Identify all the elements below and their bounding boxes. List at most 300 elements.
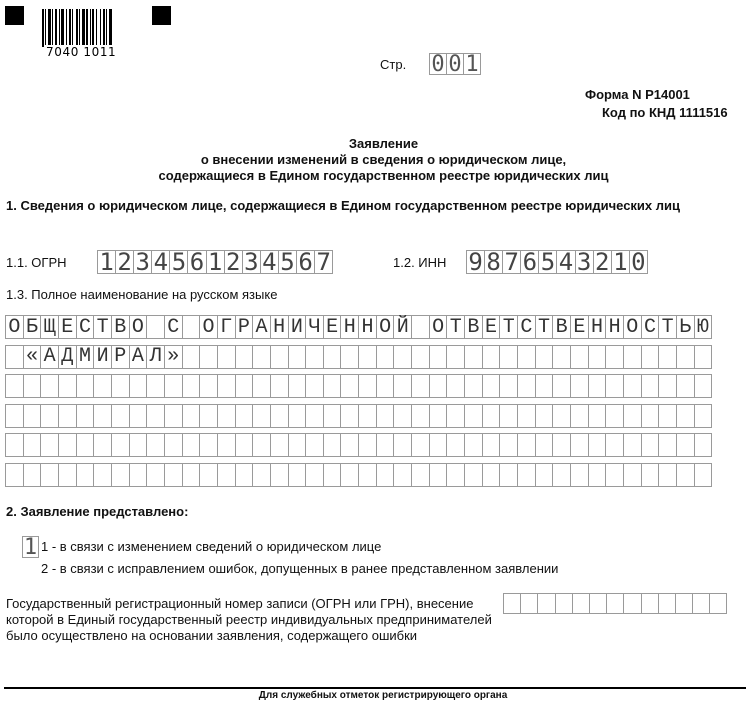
ogrn-field[interactable] (97, 250, 333, 274)
grn-cell[interactable] (709, 593, 727, 614)
full-name-cell[interactable] (305, 433, 324, 457)
full-name-cell[interactable] (588, 404, 607, 428)
full-name-cell[interactable] (446, 463, 465, 487)
grn-label-line-1: Государственный регистрационный номер записи (ОГРН или ГРН), внесение (6, 596, 474, 611)
grn-cell[interactable] (606, 593, 624, 614)
full-name-cell[interactable] (358, 463, 377, 487)
full-name-cell[interactable] (658, 404, 677, 428)
full-name-cell[interactable] (217, 404, 236, 428)
full-name-cell[interactable] (129, 433, 148, 457)
full-name-cell[interactable] (235, 463, 254, 487)
grn-cell[interactable] (520, 593, 538, 614)
grn-cell[interactable] (589, 593, 607, 614)
full-name-cell[interactable] (482, 374, 501, 398)
full-name-cell[interactable] (482, 404, 501, 428)
full-name-cell[interactable]: С (641, 315, 660, 339)
full-name-cell[interactable] (340, 374, 359, 398)
full-name-cell[interactable]: « (23, 345, 42, 369)
full-name-cell[interactable]: М (76, 345, 95, 369)
ogrn-cell[interactable]: 5 (278, 250, 297, 274)
full-name-cell[interactable] (288, 463, 307, 487)
statement-reason-cell[interactable]: 1 (23, 534, 38, 560)
grn-cell[interactable] (537, 593, 555, 614)
full-name-cell[interactable] (111, 404, 130, 428)
full-name-cell[interactable] (429, 404, 448, 428)
full-name-cell[interactable]: Т (499, 315, 518, 339)
full-name-cell[interactable]: С (76, 315, 95, 339)
full-name-cell[interactable]: В (464, 315, 483, 339)
full-name-cell[interactable] (482, 463, 501, 487)
full-name-cell[interactable] (288, 404, 307, 428)
full-name-cell[interactable] (623, 374, 642, 398)
full-name-cell[interactable] (623, 463, 642, 487)
full-name-cell[interactable] (535, 404, 554, 428)
full-name-cell[interactable] (641, 433, 660, 457)
full-name-cell[interactable] (464, 374, 483, 398)
full-name-cell[interactable] (376, 404, 395, 428)
ogrn-cell[interactable]: 3 (133, 250, 152, 274)
full-name-cell[interactable] (676, 404, 695, 428)
full-name-row[interactable] (5, 345, 712, 369)
full-name-cell[interactable] (482, 433, 501, 457)
ogrn-cell[interactable]: 6 (296, 250, 315, 274)
full-name-cell[interactable] (605, 345, 624, 369)
full-name-cell[interactable] (323, 374, 342, 398)
full-name-cell[interactable] (199, 374, 218, 398)
full-name-cell[interactable] (340, 463, 359, 487)
full-name-cell[interactable]: Ь (676, 315, 695, 339)
full-name-cell[interactable] (570, 404, 589, 428)
grn-cell[interactable] (572, 593, 590, 614)
page-number-cell[interactable]: 0 (429, 53, 447, 75)
page-number-field[interactable] (429, 53, 481, 75)
full-name-cell[interactable] (235, 374, 254, 398)
grn-cell[interactable] (555, 593, 573, 614)
full-name-cell[interactable]: Е (58, 315, 77, 339)
statement-reason-field[interactable] (22, 536, 39, 558)
full-name-cell[interactable] (605, 463, 624, 487)
grn-cell[interactable] (675, 593, 693, 614)
full-name-cell[interactable] (252, 433, 271, 457)
full-name-cell[interactable] (111, 463, 130, 487)
full-name-cell[interactable] (146, 374, 165, 398)
inn-cell[interactable]: 4 (556, 250, 575, 274)
full-name-cell[interactable] (199, 404, 218, 428)
full-name-cell[interactable] (129, 404, 148, 428)
full-name-cell[interactable]: В (552, 315, 571, 339)
full-name-cell[interactable] (5, 404, 24, 428)
form-number: Форма N Р14001 (585, 87, 690, 102)
full-name-cell[interactable] (305, 463, 324, 487)
full-name-cell[interactable] (535, 433, 554, 457)
full-name-cell[interactable] (570, 345, 589, 369)
full-name-cell[interactable]: Н (340, 315, 359, 339)
full-name-cell[interactable] (323, 345, 342, 369)
full-name-cell[interactable] (252, 345, 271, 369)
full-name-cell[interactable] (129, 463, 148, 487)
full-name-cell[interactable]: О (376, 315, 395, 339)
full-name-cell[interactable] (23, 374, 42, 398)
full-name-cell[interactable]: О (5, 315, 24, 339)
full-name-cell[interactable] (270, 463, 289, 487)
inn-cell[interactable]: 6 (520, 250, 539, 274)
full-name-cell[interactable] (658, 345, 677, 369)
full-name-cell[interactable]: Н (270, 315, 289, 339)
full-name-cell[interactable] (5, 463, 24, 487)
full-name-row[interactable] (5, 404, 712, 428)
inn-cell[interactable]: 9 (466, 250, 485, 274)
grn-cell[interactable] (692, 593, 710, 614)
full-name-cell[interactable] (93, 433, 112, 457)
full-name-cell[interactable] (641, 345, 660, 369)
full-name-cell[interactable] (217, 463, 236, 487)
full-name-cell[interactable] (270, 374, 289, 398)
full-name-cell[interactable] (93, 404, 112, 428)
full-name-cell[interactable]: И (288, 315, 307, 339)
full-name-row[interactable] (5, 374, 712, 398)
full-name-cell[interactable] (199, 345, 218, 369)
full-name-cell[interactable] (164, 404, 183, 428)
full-name-cell[interactable] (340, 345, 359, 369)
full-name-cell[interactable] (694, 374, 713, 398)
full-name-cell[interactable] (393, 345, 412, 369)
full-name-cell[interactable] (499, 463, 518, 487)
full-name-cell[interactable] (340, 433, 359, 457)
ogrn-label: 1.1. ОГРН (6, 255, 67, 270)
full-name-cell[interactable] (552, 374, 571, 398)
full-name-cell[interactable] (676, 374, 695, 398)
full-name-cell[interactable] (605, 404, 624, 428)
inn-cell[interactable]: 2 (593, 250, 612, 274)
full-name-cell[interactable] (641, 374, 660, 398)
barcode-number: 7040 1011 (46, 45, 117, 59)
full-name-cell[interactable] (676, 463, 695, 487)
full-name-cell[interactable] (588, 433, 607, 457)
full-name-cell[interactable] (499, 433, 518, 457)
full-name-cell[interactable] (411, 315, 430, 339)
full-name-cell[interactable] (446, 374, 465, 398)
full-name-cell[interactable] (658, 433, 677, 457)
full-name-cell[interactable] (270, 345, 289, 369)
full-name-row[interactable] (5, 315, 712, 339)
full-name-cell[interactable] (323, 404, 342, 428)
full-name-cell[interactable] (393, 374, 412, 398)
full-name-cell[interactable] (252, 374, 271, 398)
full-name-cell[interactable] (217, 433, 236, 457)
footer-divider (4, 687, 746, 689)
full-name-cell[interactable] (40, 374, 59, 398)
full-name-cell[interactable] (182, 433, 201, 457)
full-name-cell[interactable] (517, 404, 536, 428)
full-name-cell[interactable] (5, 433, 24, 457)
full-name-cell[interactable] (305, 374, 324, 398)
inn-field[interactable] (466, 250, 648, 274)
full-name-cell[interactable] (464, 433, 483, 457)
full-name-cell[interactable] (694, 404, 713, 428)
full-name-cell[interactable] (40, 404, 59, 428)
full-name-cell[interactable] (570, 433, 589, 457)
inn-cell[interactable]: 8 (484, 250, 503, 274)
full-name-cell[interactable] (164, 374, 183, 398)
full-name-cell[interactable] (552, 463, 571, 487)
full-name-cell[interactable] (464, 404, 483, 428)
full-name-cell[interactable] (93, 374, 112, 398)
full-name-cell[interactable] (129, 374, 148, 398)
full-name-cell[interactable] (393, 404, 412, 428)
full-name-cell[interactable] (182, 345, 201, 369)
full-name-cell[interactable]: Щ (40, 315, 59, 339)
full-name-cell[interactable]: Р (111, 345, 130, 369)
full-name-row[interactable] (5, 433, 712, 457)
inn-cell[interactable]: 5 (538, 250, 557, 274)
full-name-cell[interactable] (146, 315, 165, 339)
full-name-cell[interactable] (305, 404, 324, 428)
grn-field[interactable] (503, 593, 727, 614)
full-name-cell[interactable] (217, 345, 236, 369)
full-name-cell[interactable] (517, 433, 536, 457)
grn-cell[interactable] (503, 593, 521, 614)
full-name-cell[interactable]: В (111, 315, 130, 339)
full-name-cell[interactable] (393, 463, 412, 487)
full-name-cell[interactable] (499, 404, 518, 428)
full-name-cell[interactable] (411, 433, 430, 457)
inn-cell[interactable]: 7 (502, 250, 521, 274)
full-name-cell[interactable] (482, 345, 501, 369)
full-name-cell[interactable] (182, 315, 201, 339)
ogrn-cell[interactable]: 4 (151, 250, 170, 274)
full-name-cell[interactable] (23, 404, 42, 428)
full-name-cell[interactable]: С (164, 315, 183, 339)
grn-cell[interactable] (641, 593, 659, 614)
full-name-cell[interactable] (146, 463, 165, 487)
full-name-cell[interactable] (358, 345, 377, 369)
full-name-cell[interactable] (76, 404, 95, 428)
full-name-cell[interactable] (535, 345, 554, 369)
full-name-cell[interactable]: Ч (305, 315, 324, 339)
full-name-cell[interactable] (270, 433, 289, 457)
full-name-cell[interactable] (76, 433, 95, 457)
full-name-cell[interactable] (411, 463, 430, 487)
full-name-cell[interactable] (252, 404, 271, 428)
full-name-cell[interactable] (641, 463, 660, 487)
full-name-cell[interactable] (588, 463, 607, 487)
full-name-cell[interactable]: О (429, 315, 448, 339)
full-name-cell[interactable]: Р (235, 315, 254, 339)
full-name-cell[interactable] (429, 345, 448, 369)
grn-cell[interactable] (623, 593, 641, 614)
ogrn-cell[interactable]: 3 (242, 250, 261, 274)
full-name-cell[interactable] (464, 463, 483, 487)
full-name-cell[interactable] (658, 374, 677, 398)
ogrn-cell[interactable]: 5 (169, 250, 188, 274)
knd-code: Код по КНД 1111516 (602, 105, 728, 120)
full-name-cell[interactable] (676, 433, 695, 457)
full-name-cell[interactable] (658, 463, 677, 487)
full-name-cell[interactable] (252, 463, 271, 487)
full-name-cell[interactable] (446, 433, 465, 457)
full-name-cell[interactable] (411, 404, 430, 428)
full-name-cell[interactable] (288, 433, 307, 457)
registration-marker-right (152, 6, 171, 25)
full-name-cell[interactable] (411, 374, 430, 398)
full-name-cell[interactable] (164, 433, 183, 457)
full-name-cell[interactable] (623, 404, 642, 428)
full-name-cell[interactable] (376, 345, 395, 369)
full-name-cell[interactable] (235, 404, 254, 428)
ogrn-cell[interactable]: 6 (187, 250, 206, 274)
ogrn-cell[interactable]: 1 (206, 250, 225, 274)
full-name-cell[interactable]: А (40, 345, 59, 369)
full-name-cell[interactable] (393, 433, 412, 457)
full-name-cell[interactable] (217, 374, 236, 398)
full-name-cell[interactable]: И (93, 345, 112, 369)
full-name-cell[interactable] (5, 345, 24, 369)
full-name-cell[interactable] (552, 345, 571, 369)
full-name-cell[interactable] (641, 404, 660, 428)
full-name-cell[interactable] (358, 374, 377, 398)
full-name-cell[interactable] (676, 345, 695, 369)
full-name-cell[interactable] (164, 463, 183, 487)
full-name-cell[interactable] (58, 404, 77, 428)
ogrn-cell[interactable]: 2 (224, 250, 243, 274)
full-name-cell[interactable] (694, 463, 713, 487)
full-name-cell[interactable] (340, 404, 359, 428)
full-name-cell[interactable] (605, 433, 624, 457)
full-name-cell[interactable] (358, 433, 377, 457)
inn-cell[interactable]: 1 (611, 250, 630, 274)
full-name-cell[interactable] (499, 374, 518, 398)
full-name-cell[interactable] (429, 433, 448, 457)
full-name-cell[interactable] (111, 374, 130, 398)
ogrn-cell[interactable]: 1 (97, 250, 116, 274)
full-name-cell[interactable] (517, 374, 536, 398)
full-name-cell[interactable]: Е (570, 315, 589, 339)
full-name-cell[interactable] (588, 345, 607, 369)
full-name-cell[interactable] (288, 374, 307, 398)
full-name-cell[interactable]: » (164, 345, 183, 369)
full-name-cell[interactable]: Д (58, 345, 77, 369)
full-name-cell[interactable] (288, 345, 307, 369)
full-name-cell[interactable]: Б (23, 315, 42, 339)
full-name-cell[interactable] (623, 345, 642, 369)
full-name-cell[interactable]: Т (93, 315, 112, 339)
full-name-cell[interactable] (535, 374, 554, 398)
full-name-cell[interactable] (146, 433, 165, 457)
full-name-cell[interactable]: О (129, 315, 148, 339)
full-name-cell[interactable] (429, 463, 448, 487)
full-name-cell[interactable]: Т (446, 315, 465, 339)
full-name-cell[interactable] (552, 433, 571, 457)
full-name-cell[interactable] (588, 374, 607, 398)
full-name-cell[interactable]: О (623, 315, 642, 339)
full-name-cell[interactable] (358, 404, 377, 428)
full-name-cell[interactable] (40, 463, 59, 487)
full-name-cell[interactable] (76, 463, 95, 487)
full-name-cell[interactable] (199, 463, 218, 487)
ogrn-cell[interactable]: 7 (314, 250, 333, 274)
full-name-cell[interactable]: О (199, 315, 218, 339)
full-name-cell[interactable] (376, 433, 395, 457)
full-name-cell[interactable] (111, 433, 130, 457)
full-name-cell[interactable]: Н (605, 315, 624, 339)
full-name-cell[interactable] (182, 374, 201, 398)
full-name-cell[interactable] (694, 433, 713, 457)
full-name-cell[interactable] (182, 463, 201, 487)
grn-label-line-3: было осуществлено на основании заявления, содержащего ошибки (6, 628, 418, 643)
page-number-cell[interactable]: 1 (463, 53, 481, 75)
full-name-cell[interactable]: Й (393, 315, 412, 339)
full-name-cell[interactable]: А (129, 345, 148, 369)
full-name-cell[interactable] (58, 374, 77, 398)
full-name-cell[interactable]: Т (658, 315, 677, 339)
full-name-cell[interactable] (464, 345, 483, 369)
full-name-cell[interactable] (182, 404, 201, 428)
full-name-cell[interactable] (429, 374, 448, 398)
full-name-cell[interactable] (305, 345, 324, 369)
full-name-cell[interactable] (552, 404, 571, 428)
inn-cell[interactable]: 3 (575, 250, 594, 274)
full-name-cell[interactable]: Е (482, 315, 501, 339)
full-name-cell[interactable] (23, 433, 42, 457)
full-name-cell[interactable] (76, 374, 95, 398)
full-name-cell[interactable] (376, 374, 395, 398)
full-name-cell[interactable] (694, 345, 713, 369)
full-name-cell[interactable] (40, 433, 59, 457)
full-name-cell[interactable] (235, 433, 254, 457)
full-name-cell[interactable] (235, 345, 254, 369)
full-name-cell[interactable]: Г (217, 315, 236, 339)
full-name-cell[interactable] (499, 345, 518, 369)
full-name-cell[interactable] (323, 433, 342, 457)
full-name-cell[interactable] (5, 374, 24, 398)
full-name-cell[interactable]: А (252, 315, 271, 339)
full-name-cell[interactable] (23, 463, 42, 487)
full-name-cell[interactable] (517, 463, 536, 487)
full-name-cell[interactable]: Е (323, 315, 342, 339)
full-name-row[interactable] (5, 463, 712, 487)
full-name-cell[interactable] (270, 404, 289, 428)
full-name-cell[interactable] (146, 404, 165, 428)
full-name-cell[interactable] (535, 463, 554, 487)
page-number-cell[interactable]: 0 (446, 53, 464, 75)
full-name-cell[interactable] (570, 374, 589, 398)
inn-label: 1.2. ИНН (393, 255, 447, 270)
full-name-cell[interactable] (376, 463, 395, 487)
full-name-cell[interactable] (446, 345, 465, 369)
full-name-cell[interactable]: Ю (694, 315, 713, 339)
full-name-cell[interactable] (58, 463, 77, 487)
full-name-cell[interactable] (623, 433, 642, 457)
full-name-cell[interactable] (93, 463, 112, 487)
full-name-cell[interactable] (411, 345, 430, 369)
full-name-cell[interactable]: С (517, 315, 536, 339)
inn-cell[interactable]: 0 (629, 250, 648, 274)
full-name-cell[interactable] (517, 345, 536, 369)
full-name-cell[interactable]: Н (358, 315, 377, 339)
full-name-cell[interactable]: Т (535, 315, 554, 339)
full-name-cell[interactable] (605, 374, 624, 398)
full-name-cell[interactable]: Н (588, 315, 607, 339)
ogrn-cell[interactable]: 4 (260, 250, 279, 274)
full-name-cell[interactable] (323, 463, 342, 487)
ogrn-cell[interactable]: 2 (115, 250, 134, 274)
full-name-cell[interactable] (199, 433, 218, 457)
full-name-cell[interactable] (58, 433, 77, 457)
grn-cell[interactable] (658, 593, 676, 614)
full-name-cell[interactable]: Л (146, 345, 165, 369)
full-name-cell[interactable] (570, 463, 589, 487)
full-name-cell[interactable] (446, 404, 465, 428)
